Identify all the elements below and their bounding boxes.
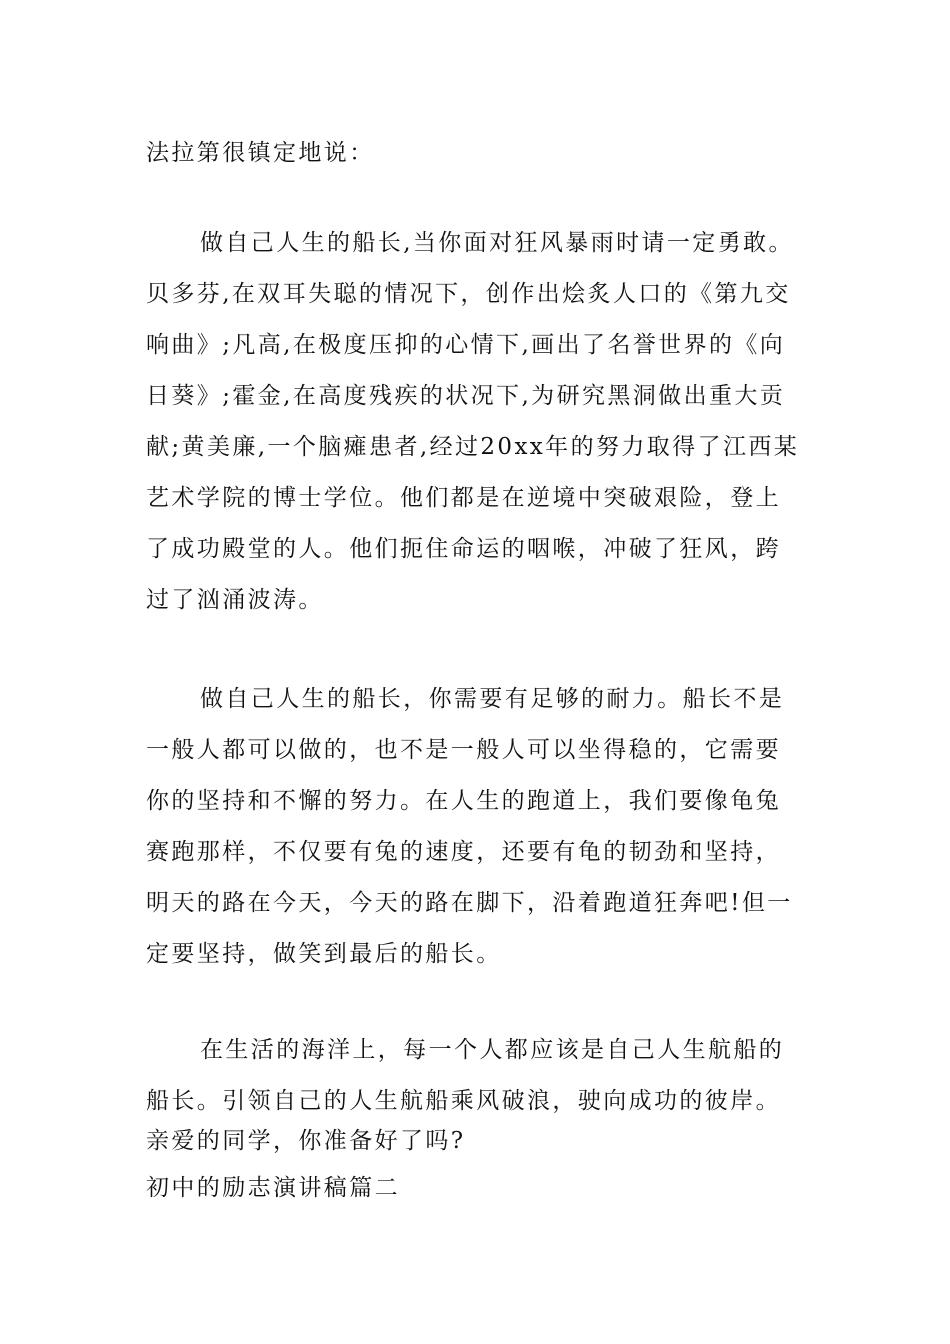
intro-line	[146, 128, 806, 179]
text-line: 响曲》;凡高,在极度压抑的心情下,画出了名誉世界的《向	[146, 332, 786, 358]
text-line: 赛跑那样，不仅要有兔的速度，还要有龟的韧劲和坚持，	[146, 839, 781, 865]
text-line: 献;黄美廉,一个脑瘫患者,经过20xx年的努力取得了江西某	[146, 434, 800, 460]
next-section-heading: 初中的励志演讲稿篇二	[146, 1175, 400, 1201]
closing-block	[146, 1117, 806, 1205]
text-line: 了成功殿堂的人。他们扼住命运的咽喉，冲破了狂风，跨	[146, 536, 781, 562]
text-line: 过了汹涌波涛。	[146, 587, 324, 613]
text-line: 你的坚持和不懈的努力。在人生的跑道上，我们要像龟兔	[146, 788, 781, 814]
paragraph-life-ocean	[146, 1025, 806, 1127]
text-line: 艺术学院的博士学位。他们都是在逆境中突破艰险，登上	[146, 485, 781, 511]
text-line: 明天的路在今天，今天的路在脚下，沿着跑道狂奔吧!但一	[146, 890, 793, 916]
text-line: 在生活的海洋上，每一个人都应该是自己人生航船的	[200, 1037, 785, 1063]
text-line: 日葵》;霍金,在高度残疾的状况下,为研究黑洞做出重大贡	[146, 383, 786, 409]
paragraph-captain-courage	[146, 218, 806, 626]
text-line: 法拉第很镇定地说：	[146, 140, 375, 166]
text-line: 一般人都可以做的，也不是一般人可以坐得稳的，它需要	[146, 737, 781, 763]
text-line: 做自己人生的船长，你需要有足够的耐力。船长不是	[200, 686, 785, 712]
text-line: 定要坚持，做笑到最后的船长。	[146, 941, 502, 967]
text-line: 做自己人生的船长,当你面对狂风暴雨时请一定勇敢。	[200, 230, 794, 256]
closing-question: 亲爱的同学，你准备好了吗?	[146, 1128, 466, 1154]
text-line: 船长。引领自己的人生航船乘风破浪，驶向成功的彼岸。	[146, 1088, 781, 1114]
paragraph-captain-endurance	[146, 674, 806, 980]
text-line: 贝多芬,在双耳失聪的情况下，创作出烩炙人口的《第九交	[146, 281, 791, 307]
